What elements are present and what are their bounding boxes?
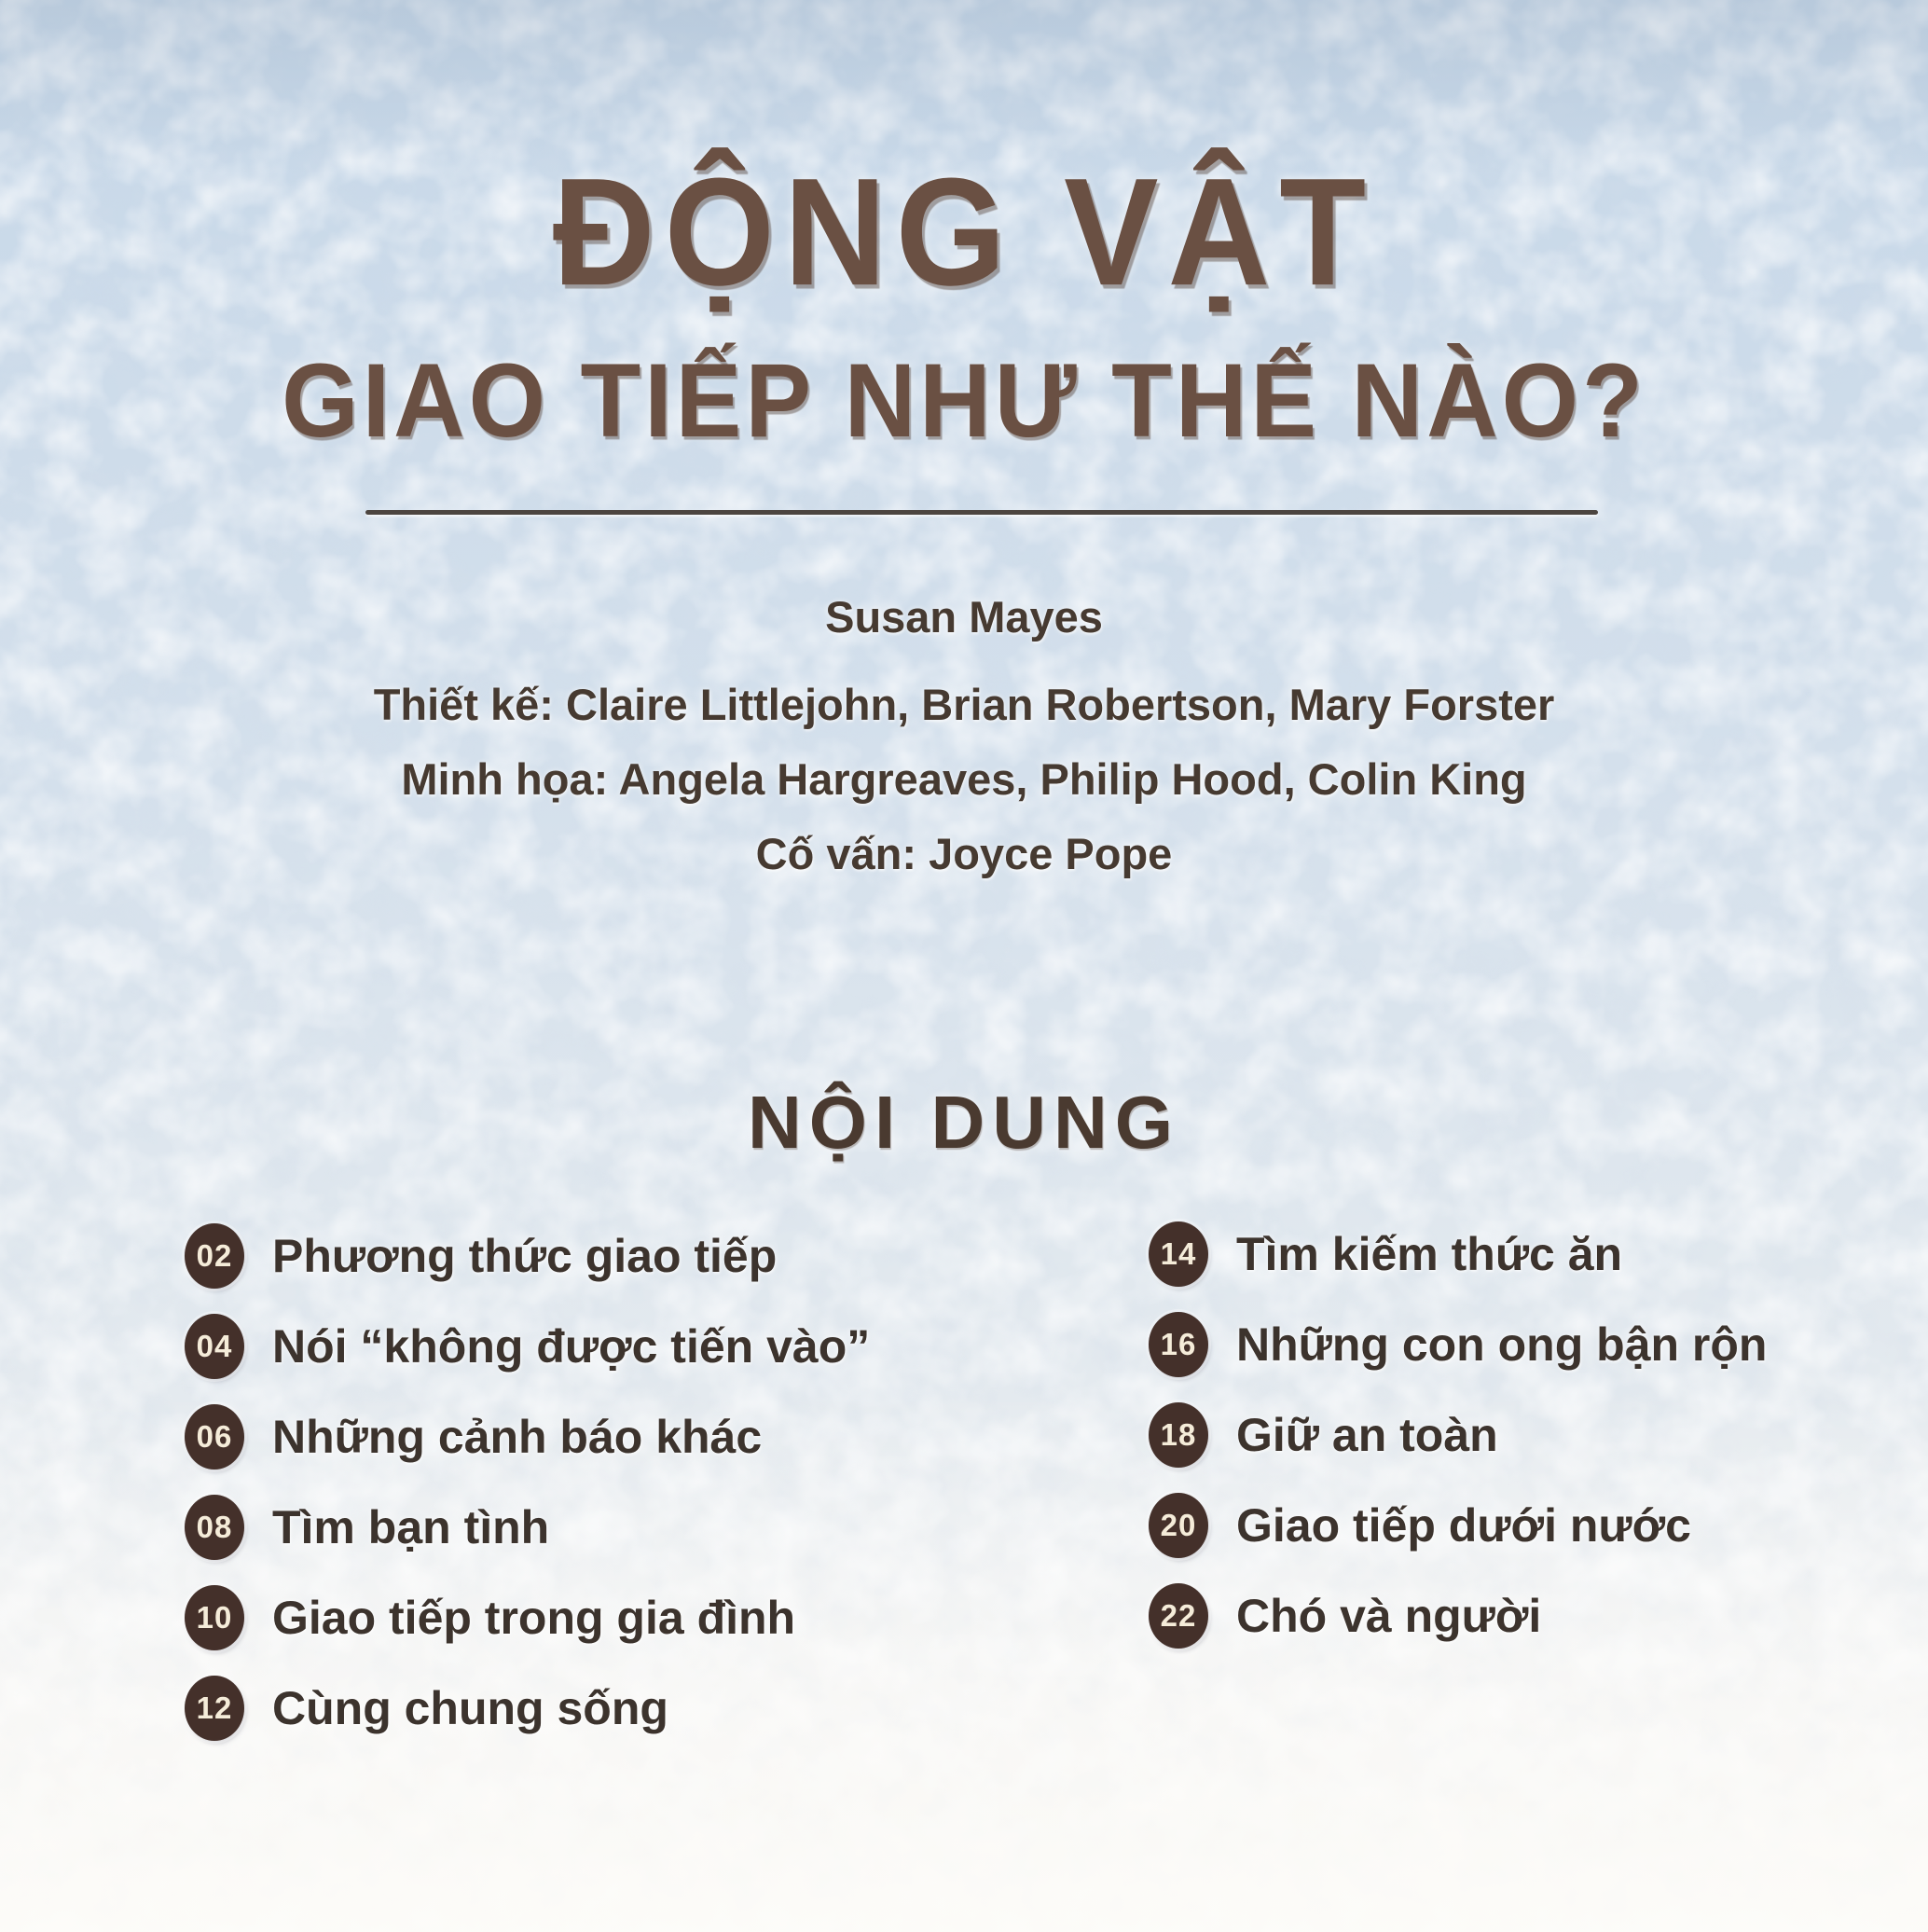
- page-number-badge: 12: [185, 1676, 244, 1741]
- toc-entry: [185, 1223, 870, 1289]
- page-number-badge: 18: [1149, 1402, 1208, 1468]
- toc-entry-label: Những con ong bận rộn: [1236, 1318, 1768, 1371]
- toc-entry-label: Giữ an toàn: [1236, 1409, 1498, 1461]
- book-title-line2: GIAO TIẾP NHƯ THẾ NÀO?: [282, 342, 1646, 460]
- toc-entry-label: Giao tiếp trong gia đình: [272, 1592, 796, 1644]
- credits-block: [0, 580, 1928, 891]
- toc-entry-label: Chó và người: [1236, 1590, 1542, 1642]
- toc-entry: [185, 1495, 870, 1560]
- illustration-credit: Minh họa: Angela Hargreaves, Philip Hood, Colin King: [401, 754, 1527, 804]
- contents-heading: NỘI DUNG: [748, 1081, 1180, 1164]
- toc-entry: [1149, 1402, 1767, 1468]
- toc-entry: [1149, 1312, 1767, 1377]
- page-number-badge: 04: [185, 1314, 244, 1379]
- toc-entry: [185, 1585, 870, 1650]
- toc-entry-label: Phương thức giao tiếp: [272, 1230, 778, 1282]
- toc-entry-label: Tìm kiếm thức ăn: [1236, 1228, 1623, 1280]
- page-number-badge: 14: [1149, 1221, 1208, 1287]
- page-number-badge: 08: [185, 1495, 244, 1560]
- title-divider-rule: [365, 510, 1598, 515]
- toc-entry: [1149, 1493, 1767, 1558]
- toc-entry-label: Nói “không được tiến vào”: [272, 1320, 871, 1373]
- toc-entry: [185, 1404, 870, 1470]
- toc-entry-label: Tìm bạn tình: [272, 1501, 550, 1553]
- toc-entry: [185, 1676, 870, 1741]
- page-number-badge: 20: [1149, 1493, 1208, 1558]
- toc-entry: [1149, 1583, 1767, 1649]
- page-number-badge: 10: [185, 1585, 244, 1650]
- book-title: [0, 139, 1928, 471]
- toc-entry-label: Cùng chung sống: [272, 1682, 668, 1734]
- consultant-credit: Cố vấn: Joyce Pope: [755, 829, 1173, 878]
- toc-entry: [185, 1314, 870, 1379]
- book-title-line1: ĐỘNG VẬT: [552, 146, 1376, 319]
- page-number-badge: 02: [185, 1223, 244, 1289]
- toc-column-right: [1149, 1221, 1767, 1674]
- toc-entry-label: Những cảnh báo khác: [272, 1411, 763, 1463]
- toc-entry-label: Giao tiếp dưới nước: [1236, 1499, 1691, 1552]
- page-number-badge: 22: [1149, 1583, 1208, 1649]
- page-number-badge: 16: [1149, 1312, 1208, 1377]
- toc-entry: [1149, 1221, 1767, 1287]
- author-name: Susan Mayes: [825, 592, 1103, 642]
- toc-column-left: [185, 1223, 870, 1766]
- design-credit: Thiết kế: Claire Littlejohn, Brian Robertson, Mary Forster: [373, 680, 1555, 729]
- page-number-badge: 06: [185, 1404, 244, 1470]
